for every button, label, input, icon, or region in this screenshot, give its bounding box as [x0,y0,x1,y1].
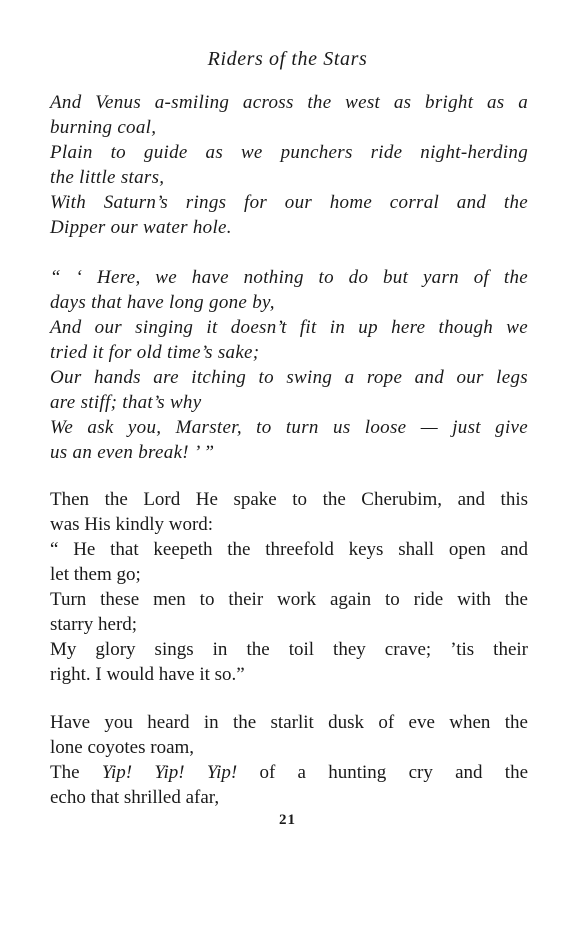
verse-line-first [50,760,529,785]
verse-line-continuation: let them go; [50,564,141,585]
verse-line-first: And our singing it doesn’t fit in up here though we [50,317,528,338]
verse-line [50,140,528,190]
verse-line-first: We ask you, Marster, to turn us loose — just give [50,417,528,438]
verse-line-first: Turn these men to their work again to ride with the [50,589,528,610]
yip-exclamation: Yip! [154,762,185,783]
verse-line-first: My glory sings in the toil they crave; ’tis their [50,639,528,660]
verse-line-first: Have you heard in the starlit dusk of eve when the [50,712,528,733]
verse-text: The [50,762,102,783]
yip-exclamation: Yip! [101,762,133,783]
stanza [50,90,528,240]
verse-line [50,760,528,810]
page-number: 21 [279,812,296,828]
verse-line-first: “ He that keepeth the threefold keys shall open and [50,539,528,560]
verse-line-first: “ ‘ Here, we have nothing to do but yarn of the [50,267,528,288]
verse-line-continuation: burning coal, [50,117,157,138]
verse-line [50,710,528,760]
verse-line [50,265,528,315]
stanza [50,265,528,465]
verse-line [50,90,528,140]
verse-line [50,315,528,365]
yip-exclamation: Yip! [206,762,238,783]
verse-text [185,762,207,783]
verse-text [132,762,154,783]
verse-line-continuation: starry herd; [50,614,138,635]
verse-line-continuation: the little stars, [50,167,165,188]
verse-line-continuation: right. I would have it so.” [50,664,245,685]
verse-line [50,190,528,240]
verse-line [50,587,528,637]
stanza [50,710,528,810]
verse-line-first: Then the Lord He spake to the Cherubim, and this [50,489,528,510]
verse-line [50,487,528,537]
running-head: Riders of the Stars [207,48,368,70]
verse-line-first: And Venus a-smiling across the west as bright as a [50,92,528,113]
verse-line [50,415,528,465]
verse-text: of a hunting cry and the [237,762,529,783]
verse-line-continuation: days that have long gone by, [50,292,275,313]
verse-line [50,537,528,587]
verse-line-continuation: Dipper our water hole. [50,217,232,238]
verse-line-first: With Saturn’s rings for our home corral and the [50,192,528,213]
verse-line-continuation: was His kindly word: [50,514,214,535]
verse-line-continuation: lone coyotes roam, [50,737,195,758]
verse-line-first: Plain to guide as we punchers ride night-herding [50,142,528,163]
stanza [50,487,528,687]
verse-line [50,365,528,415]
verse-line-continuation: us an even break! ’ ” [50,442,215,463]
verse-line-first: Our hands are itching to swing a rope and our legs [50,367,528,388]
verse-line-continuation: are stiff; that’s why [50,392,202,413]
verse-line-continuation: echo that shrilled afar, [50,787,220,808]
verse-line-continuation: tried it for old time’s sake; [50,342,260,363]
verse-line [50,637,528,687]
